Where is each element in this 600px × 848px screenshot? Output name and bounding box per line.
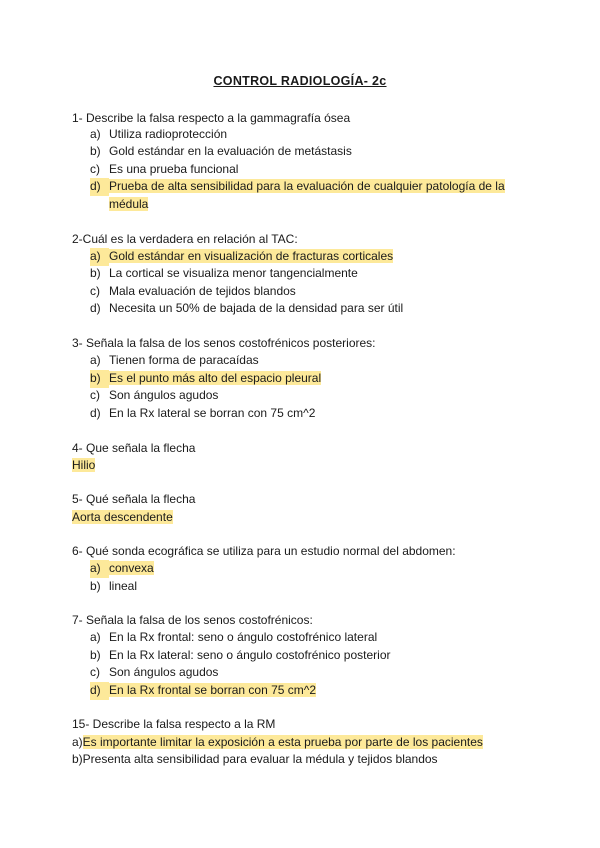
q1-option-c [90, 161, 238, 179]
question-3: 3- Señala la falsa de los senos costofrénicos posteriores: [72, 336, 376, 350]
option-letter: a) [90, 248, 109, 266]
option-letter: d) [90, 301, 101, 315]
option-text: Presenta alta sensibilidad para evaluar la médula y tejidos blandos [82, 752, 438, 766]
q3-option-a [90, 352, 259, 370]
question-5: 5- Qué señala la flecha [72, 492, 196, 506]
question-2: 2-Cuál es la verdadera en relación al TAC: [72, 232, 298, 246]
option-text: En la Rx frontal: seno o ángulo costofrénico lateral [109, 630, 378, 644]
option-letter: c) [90, 284, 100, 298]
option-text: Tienen forma de paracaídas [109, 353, 259, 367]
option-letter: b) [90, 579, 101, 593]
option-letter: b) [72, 752, 83, 766]
option-letter: d) [90, 178, 109, 196]
option-text: Es una prueba funcional [109, 162, 239, 176]
option-text: En la Rx lateral: seno o ángulo costofrénico posterior [109, 648, 391, 662]
option-text-highlighted: Es importante limitar la exposición a esta prueba por parte de los pacientes [82, 735, 483, 749]
q7-option-c [90, 664, 218, 682]
option-text: lineal [109, 579, 138, 593]
option-letter: a) [90, 630, 101, 644]
option-text: La cortical se visualiza menor tangencialmente [109, 266, 358, 280]
answer-text-highlighted: Aorta descendente [72, 510, 173, 524]
answer-5 [72, 509, 173, 525]
option-text-highlighted: Gold estándar en visualización de fracturas corticales [109, 249, 394, 263]
question-6: 6- Qué sonda ecográfica se utiliza para un estudio normal del abdomen: [72, 544, 456, 558]
q1-option-d [90, 178, 510, 213]
option-text: Necesita un 50% de bajada de la densidad para ser útil [109, 301, 404, 315]
option-letter: b) [90, 370, 109, 388]
option-text-highlighted: En la Rx frontal se borran con 75 cm^2 [109, 683, 317, 697]
q7-option-d [90, 682, 316, 700]
option-letter: b) [90, 144, 101, 158]
option-letter: c) [90, 388, 100, 402]
option-letter: b) [90, 648, 101, 662]
option-text-highlighted: convexa [109, 561, 154, 575]
document-title: CONTROL RADIOLOGÍA- 2c [213, 74, 387, 88]
q2-option-b [90, 265, 358, 283]
answer-text-highlighted: Hilio [72, 458, 96, 472]
option-letter: a) [90, 353, 101, 367]
question-4: 4- Que señala la flecha [72, 441, 196, 455]
q3-option-c [90, 387, 218, 405]
answer-4 [72, 457, 95, 473]
q3-option-b [90, 370, 321, 388]
q7-option-b [90, 647, 391, 665]
q6-option-a [90, 560, 154, 578]
q2-option-a [90, 248, 393, 266]
option-letter: b) [90, 266, 101, 280]
option-letter: d) [90, 406, 101, 420]
option-text: Mala evaluación de tejidos blandos [109, 284, 296, 298]
question-1: 1- Describe la falsa respecto a la gammagrafía ósea [72, 111, 351, 125]
option-letter: a) [90, 127, 101, 141]
q15-option-a [72, 734, 483, 750]
option-text: Utiliza radioprotección [109, 127, 228, 141]
option-text: En la Rx lateral se borran con 75 cm^2 [109, 406, 316, 420]
q3-option-d [90, 405, 315, 423]
q1-option-a [90, 126, 227, 144]
question-7: 7- Señala la falsa de los senos costofrénicos: [72, 613, 313, 627]
q2-option-c [90, 283, 296, 301]
option-letter: a) [90, 560, 109, 578]
option-letter: c) [90, 162, 100, 176]
q15-option-b [72, 751, 438, 767]
option-text: Son ángulos agudos [109, 388, 219, 402]
q6-option-b [90, 578, 137, 596]
question-15: 15- Describe la falsa respecto a la RM [72, 717, 276, 731]
option-letter: c) [90, 665, 100, 679]
q1-option-b [90, 143, 352, 161]
q7-option-a [90, 629, 377, 647]
option-text: Gold estándar en la evaluación de metástasis [109, 144, 352, 158]
option-text-highlighted: Es el punto más alto del espacio pleural [109, 371, 322, 385]
q2-option-d [90, 300, 403, 318]
option-letter: d) [90, 682, 109, 700]
option-letter: a) [72, 735, 83, 749]
option-text: Son ángulos agudos [109, 665, 219, 679]
option-text-highlighted: Prueba de alta sensibilidad para la evaluación de cualquier patología de la médula [109, 179, 505, 211]
